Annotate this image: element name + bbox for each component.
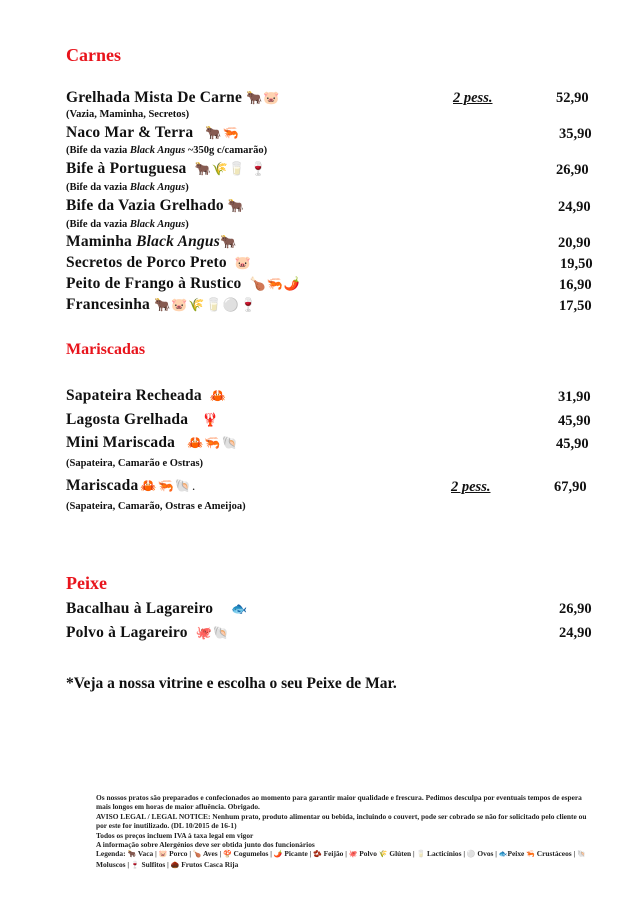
price: 17,50 [559, 298, 592, 314]
allergen-icons: 🦀🦐🐚 [187, 435, 239, 450]
allergen-icons: 🐂🐷🌾🥛⚪🍷 [154, 297, 258, 312]
egg-icon: ⚪ [466, 850, 476, 859]
dish-name-italic: Black Angus [136, 233, 220, 250]
legend-item: Ovos [477, 849, 494, 859]
price: 35,90 [559, 126, 592, 142]
description-text: ~350g c/camarão) [185, 145, 268, 156]
legend-item: Glúten [389, 849, 412, 859]
dish-name: Polvo à Lagareiro [66, 624, 188, 641]
fish-icon: 🐟 [498, 850, 508, 859]
dish-name: Secretos de Porco Preto [66, 254, 227, 271]
legend-label: Legenda: [96, 849, 126, 859]
dish-description: (Vazia, Maminha, Secretos) [66, 109, 190, 120]
price: 67,90 [554, 479, 587, 495]
allergen-icons: 🦞 [202, 412, 220, 427]
price: 20,90 [558, 235, 591, 251]
gluten-icon: 🌾 [378, 850, 388, 859]
price: 52,90 [556, 90, 589, 106]
legend-item: Feijão [323, 849, 344, 859]
description-text: (Bife da vazia [66, 145, 130, 156]
milk-icon: 🥛 [416, 850, 426, 859]
description-italic: Black Angus [129, 182, 186, 193]
allergen-icons: 🐷 [234, 255, 253, 270]
allergen-icons: 🐟 [231, 601, 249, 616]
footer-vat-note: Todos os preços incluem IVA à taxa legal em vigor [96, 830, 254, 840]
legend-item: Vaca [137, 849, 154, 859]
dish-sapateira-recheada [66, 387, 227, 405]
dish-description [66, 145, 267, 156]
dish-bacalhau-lagareiro [66, 600, 248, 618]
octopus-icon: 🐙 [348, 850, 358, 859]
wine-icon: 🍷 [130, 860, 140, 869]
dish-name: Bife à Portuguesa [66, 160, 187, 177]
dish-francesinha [66, 296, 257, 314]
allergen-icons: 🐂 [227, 198, 246, 213]
dish-name: Grelhada Mista De Carne [66, 89, 243, 106]
price: 26,90 [556, 162, 589, 178]
allergen-icons: 🐂🐷 [246, 90, 281, 105]
dish-description [66, 182, 189, 193]
description-italic: Black Angus [129, 219, 186, 230]
legend-item: Lacticínios [427, 849, 462, 859]
dish-name: Mini Mariscada [66, 434, 176, 451]
price: 45,90 [556, 436, 589, 452]
legend-item: Picante [284, 849, 308, 859]
dish-name: Lagosta Grelhada [66, 411, 189, 428]
legend-item: Peixe [507, 849, 525, 859]
legend-item: Sulfitos [141, 859, 166, 869]
description-text: ) [185, 182, 189, 193]
price: 24,90 [559, 625, 592, 641]
dish-name: Naco Mar & Terra [66, 124, 194, 141]
dish-name: Peito de Frango à Rustico [66, 275, 242, 292]
description-text: (Bife da vazia [66, 182, 130, 193]
dish-polvo-lagareiro [66, 624, 230, 642]
chili-icon: 🌶️ [273, 850, 283, 859]
dish-description: (Sapateira, Camarão e Ostras) [66, 458, 204, 469]
legend-item: Porco [169, 849, 188, 859]
dish-name: Maminha [66, 233, 137, 250]
allergen-icons: 🐙🐚 [195, 625, 231, 640]
beef-icon: 🐂 [127, 850, 137, 859]
dish-mariscada [66, 477, 196, 495]
allergen-icons: 🍗🦐🌶️ [249, 276, 302, 291]
dish-name: Bacalhau à Lagareiro [66, 600, 214, 617]
portion-label: 2 pess. [453, 90, 493, 106]
dish-description: (Sapateira, Camarão, Ostras e Ameijoa) [66, 501, 246, 512]
vitrine-note: *Veja a nossa vitrine e escolha o seu Peixe de Mar. [66, 675, 397, 692]
dish-mini-mariscada [66, 434, 239, 452]
dish-peito-frango-rustico [66, 275, 301, 293]
shell-icon: 🐚 [576, 850, 586, 859]
legend-item: Polvo [359, 849, 377, 859]
price: 31,90 [558, 389, 591, 405]
price: 24,90 [558, 199, 591, 215]
footer-legend: Legenda: 🐂 Vaca | 🐷 Porco | 🍗 Aves | 🍄 Cogumelos | 🌶️ Picante | 🫘 Feijão | 🐙 Polvo 🌾 Glúten | 🥛 Lacticínios | ⚪ Ovos | 🐟Peixe 🦐 Crustáceos | 🐚 Moluscos | 🍷 Sulfitos | 🌰 Frutos Casca Rija [96, 849, 586, 869]
legend-item: Aves [202, 849, 218, 859]
legend-item: Cogumelos [233, 849, 269, 859]
footer-legal [96, 793, 596, 870]
allergen-icons: 🐂🦐 [205, 125, 240, 140]
dish-bife-vazia-grelhado [66, 197, 245, 215]
dish-secretos-porco-preto [66, 254, 252, 272]
section-title-peixe: Peixe [66, 573, 107, 593]
legend-item: Moluscos [96, 859, 126, 869]
portion-label: 2 pess. [451, 479, 491, 495]
legend-item: Crustáceos [536, 849, 572, 859]
allergen-icons: 🦀🦐🐚. [140, 478, 197, 493]
footer-allergen-note: A informação sobre Alergénios deve ser obtida junto dos funcionários [96, 840, 315, 850]
description-italic: Black Angus [129, 145, 186, 156]
price: 19,50 [560, 256, 593, 272]
dish-lagosta-grelhada [66, 411, 219, 429]
section-title-mariscadas: Mariscadas [66, 341, 146, 358]
legend-item: Frutos Casca Rija [181, 859, 239, 869]
dish-description [66, 219, 189, 230]
allergen-icons: 🐂 [219, 234, 238, 249]
dish-name: Mariscada [66, 477, 139, 494]
dish-bife-portuguesa [66, 160, 268, 178]
dish-name: Francesinha [66, 296, 151, 313]
poultry-icon: 🍗 [192, 850, 202, 859]
shrimp-icon: 🦐 [526, 850, 535, 859]
allergen-icons: 🦀 [209, 388, 227, 403]
description-text: ) [185, 219, 189, 230]
section-title-carnes: Carnes [66, 45, 121, 65]
dish-name: Bife da Vazia Grelhado [66, 197, 224, 214]
bean-icon: 🫘 [313, 850, 322, 859]
description-text: (Bife da vazia [66, 219, 130, 230]
dish-maminha-black-angus [66, 233, 237, 251]
allergen-icons: 🐂🌾🥛 🍷 [194, 161, 268, 176]
dish-grelhada-mista [66, 89, 280, 107]
dish-name: Sapateira Recheada [66, 387, 202, 404]
mushroom-icon: 🍄 [222, 850, 232, 859]
price: 16,90 [559, 277, 592, 293]
dish-naco-mar-terra [66, 124, 240, 142]
nut-icon: 🌰 [170, 860, 180, 869]
footer-legal-notice: AVISO LEGAL / LEGAL NOTICE: Nenhum prato, produto alimentar ou bebida, incluindo o couvert, pode ser cobrado se não for solicitado pelo cliente ou por este for inutilizado. (DL 10/2015 de 16-1) [96, 811, 587, 831]
pig-icon: 🐷 [158, 850, 168, 859]
price: 45,90 [558, 413, 591, 429]
price: 26,90 [559, 601, 592, 617]
footer-preparation-note: Os nossos pratos são preparados e confecionados ao momento para garantir maior qualidade e frescura. Pedimos desculpa por eventuais tempos de espera mais longos em horas de maior afluência. Obrigado. [96, 793, 582, 812]
